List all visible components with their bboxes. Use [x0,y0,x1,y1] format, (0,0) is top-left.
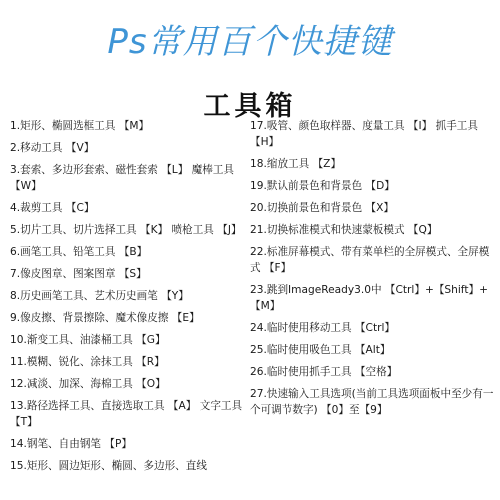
list-item: 18.缩放工具 【Z】 [250,158,342,170]
list-item: 8.历史画笔工具、艺术历史画笔 【Y】 [10,290,189,302]
list-item: 25.临时使用吸色工具 【Alt】 [250,344,391,356]
list-item: 9.像皮擦、背景擦除、魔术像皮擦 【E】 [10,312,200,324]
list-item: 23.跳到ImageReady3.0中 【Ctrl】+【Shift】+【M】 [250,284,488,312]
list-item: 11.模糊、锐化、涂抹工具 【R】 [10,356,165,368]
shortcut-list-right [250,118,494,424]
list-item: 14.钢笔、自由钢笔 【P】 [10,438,132,450]
list-item: 27.快速输入工具选项(当前工具选项面板中至少有一个可调节数字) 【0】至【9】 [250,388,494,416]
list-item: 19.默认前景色和背景色 【D】 [250,180,395,192]
list-item: 20.切换前景色和背景色 【X】 [250,202,395,214]
list-item: 10.渐变工具、油漆桶工具 【G】 [10,334,166,346]
list-item: 1.矩形、椭圆选框工具 【M】 [10,120,150,132]
list-item: 12.减淡、加深、海棉工具 【O】 [10,378,166,390]
list-item: 24.临时使用移动工具 【Ctrl】 [250,322,396,334]
section-heading: 工具箱 [203,91,297,122]
list-item: 13.路径选择工具、直接选取工具 【A】 文字工具 【T】 [10,400,243,428]
list-item: 6.画笔工具、铅笔工具 【B】 [10,246,148,258]
list-item: 5.切片工具、切片选择工具 【K】 喷枪工具 【J】 [10,224,242,236]
list-item: 26.临时使用抓手工具 【空格】 [250,366,398,378]
page-title: Ps常用百个快捷键 [107,22,393,62]
shortcut-list-left [10,118,246,482]
list-item: 22.标准屏幕模式、带有菜单栏的全屏模式、全屏模式 【F】 [250,246,490,274]
list-item: 7.像皮图章、图案图章 【S】 [10,268,147,280]
list-item: 15.矩形、圆边矩形、椭圆、多边形、直线 [10,460,207,472]
list-item: 2.移动工具 【V】 [10,142,95,154]
list-item: 4.裁剪工具 【C】 [10,202,95,214]
list-item: 3.套索、多边形套索、磁性套索 【L】 魔棒工具 【W】 [10,164,235,192]
list-item: 21.切换标准模式和快速蒙板模式 【Q】 [250,224,438,236]
list-item: 17.吸管、颜色取样器、度量工具 【I】 抓手工具 【H】 [250,120,478,148]
